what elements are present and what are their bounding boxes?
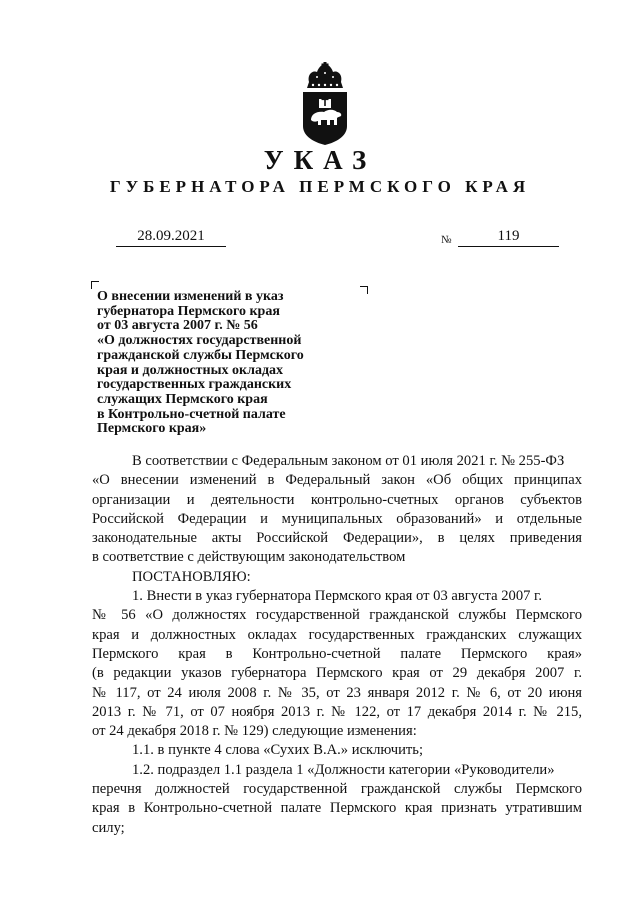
document-issuer: ГУБЕРНАТОРА ПЕРМСКОГО КРАЯ: [109, 177, 531, 196]
body-line: 2013 г. № 71, от 07 ноября 2013 г. № 122, от 17 декабря 2014 г. № 215,: [92, 703, 582, 720]
document-subject: [97, 290, 357, 437]
subject-line: Пермского края»: [97, 421, 207, 437]
number-label: №: [441, 234, 452, 246]
subject-corner-left: [91, 281, 99, 289]
subject-line: О внесении изменений в указ: [97, 289, 284, 304]
body-line: от 24 декабря 2018 г. № 129) следующие изменения:: [92, 723, 417, 740]
document-body: [92, 452, 582, 838]
body-line: (в редакции указов губернатора Пермского края от 29 декабря 2007 г.: [92, 665, 582, 682]
document-number: 119: [458, 228, 559, 247]
document-date: 28.09.2021: [116, 228, 226, 247]
body-line: Пермского края в Контрольно-счетной палате Пермского края»: [92, 645, 582, 662]
subject-line: гражданской службы Пермского: [97, 347, 304, 363]
body-line: В соответствии с Федеральным законом от 01 июля 2021 г. № 255-ФЗ: [132, 453, 565, 469]
body-line: организации и деятельности контрольно-счетных органов субъектов: [92, 491, 582, 508]
body-line: законодательные акты Российской Федерации», в целях приведения: [92, 530, 582, 547]
body-line: «О внесении изменений в Федеральный закон «Об общих принципах: [92, 472, 582, 489]
body-line: края и должностных окладах государственных гражданских служащих: [92, 626, 582, 643]
subject-line: государственных гражданских: [97, 377, 292, 393]
body-line: № 56 «О должностях государственной гражданской службы Пермского: [92, 607, 582, 624]
body-line: 1. Внести в указ губернатора Пермского края от 03 августа 2007 г.: [132, 588, 543, 605]
decree-keyword: ПОСТАНОВЛЯЮ:: [132, 568, 251, 585]
body-line: 1.1. в пункте 4 слова «Сухих В.А.» исключить;: [132, 742, 423, 759]
subject-line: от 03 августа 2007 г. № 56: [97, 318, 258, 334]
subject-line: служащих Пермского края: [97, 391, 268, 407]
perm-krai-coat-of-arms-icon: [297, 62, 353, 146]
document-title: УКАЗ: [263, 145, 377, 175]
body-line: Российской Федерации и муниципальных образований» и отдельные: [92, 510, 582, 527]
body-line: в соответствие с действующим законодательством: [92, 549, 406, 566]
body-line: силу;: [92, 819, 125, 836]
subject-line: в Контрольно-счетной палате: [97, 406, 286, 422]
body-line: края в Контрольно-счетной палате Пермского края признать утратившим: [92, 800, 582, 817]
body-line: № 117, от 24 июля 2008 г. № 35, от 23 января 2012 г. № 6, от 20 июня: [92, 684, 582, 701]
subject-corner-right: [360, 286, 368, 294]
subject-line: «О должностях государственной: [97, 333, 302, 349]
subject-line: губернатора Пермского края: [97, 303, 280, 319]
body-line: перечня должностей государственной гражданской службы Пермского: [92, 781, 582, 798]
body-line: 1.2. подраздел 1.1 раздела 1 «Должности категории «Руководители»: [132, 761, 555, 778]
subject-line: края и должностных окладах: [97, 362, 284, 378]
